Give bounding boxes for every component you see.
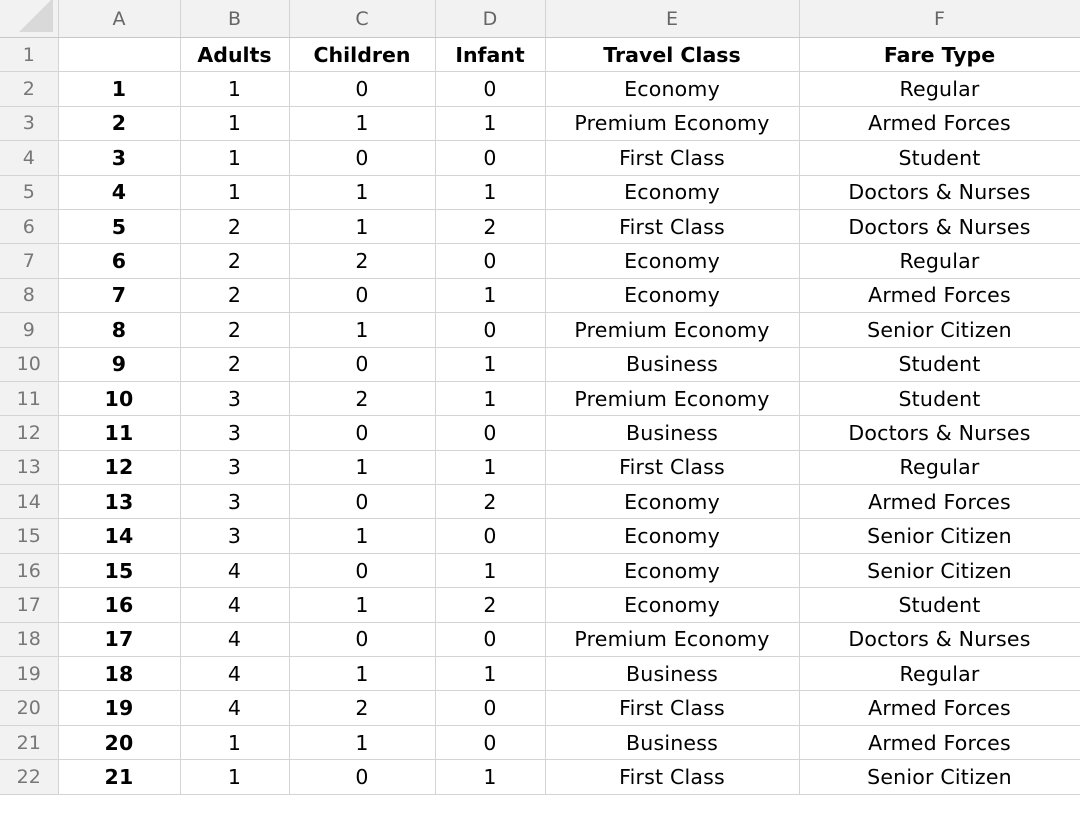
cell-f[interactable]: Senior Citizen [799,313,1080,347]
cell-f[interactable]: Regular [799,657,1080,691]
cell-e[interactable]: First Class [545,209,799,243]
cell-c[interactable]: 1 [289,106,435,140]
cell-d[interactable]: 1 [435,450,545,484]
cell-f[interactable]: Armed Forces [799,278,1080,312]
cell-c[interactable]: 1 [289,209,435,243]
cell-e[interactable]: Premium Economy [545,106,799,140]
cell-c1-children-header[interactable]: Children [289,38,435,72]
table-row [0,175,1080,209]
row-number[interactable]: 17 [0,588,58,622]
row-number[interactable]: 22 [0,760,58,794]
cell-d[interactable]: 1 [435,347,545,381]
cell-e[interactable]: Economy [545,519,799,553]
cell-e[interactable]: Premium Economy [545,622,799,656]
row-number[interactable]: 19 [0,657,58,691]
cell-b[interactable]: 1 [180,72,289,106]
cell-d[interactable]: 0 [435,313,545,347]
row-number[interactable]: 14 [0,485,58,519]
cell-b[interactable]: 4 [180,588,289,622]
table-row [0,450,1080,484]
cell-e[interactable]: Business [545,347,799,381]
cell-b[interactable]: 1 [180,175,289,209]
cell-d[interactable]: 0 [435,691,545,725]
cell-e[interactable]: Premium Economy [545,381,799,415]
cell-c[interactable]: 1 [289,175,435,209]
cell-b[interactable]: 2 [180,278,289,312]
cell-f[interactable]: Student [799,141,1080,175]
column-header-a[interactable]: A [58,0,180,38]
cell-b[interactable]: 4 [180,657,289,691]
column-header-c[interactable]: C [289,0,435,38]
table-row [0,313,1080,347]
cell-b[interactable]: 1 [180,725,289,759]
cell-d[interactable]: 1 [435,381,545,415]
row-number[interactable]: 16 [0,553,58,587]
table-row [0,553,1080,587]
table-row [0,72,1080,106]
row-number[interactable]: 4 [0,141,58,175]
cell-d[interactable]: 1 [435,106,545,140]
cell-e1-travel-class-header[interactable]: Travel Class [545,38,799,72]
column-header-b[interactable]: B [180,0,289,38]
cell-b[interactable]: 2 [180,244,289,278]
row-number[interactable]: 20 [0,691,58,725]
cell-d[interactable]: 2 [435,485,545,519]
cell-f[interactable]: Regular [799,450,1080,484]
column-header-row [0,0,1080,38]
cell-f[interactable]: Student [799,381,1080,415]
row-number[interactable]: 10 [0,347,58,381]
cell-d[interactable]: 2 [435,588,545,622]
cell-a[interactable]: 13 [58,485,180,519]
cell-e[interactable]: Economy [545,175,799,209]
row-number[interactable]: 18 [0,622,58,656]
table-row [0,141,1080,175]
table-row [0,106,1080,140]
row-number[interactable]: 21 [0,725,58,759]
cell-e[interactable]: Economy [545,588,799,622]
cell-e[interactable]: First Class [545,691,799,725]
cell-c[interactable]: 0 [289,622,435,656]
table-row [0,622,1080,656]
row-number[interactable]: 7 [0,244,58,278]
cell-e[interactable]: Economy [545,244,799,278]
cell-f[interactable]: Doctors & Nurses [799,622,1080,656]
cell-f[interactable]: Doctors & Nurses [799,209,1080,243]
cell-f[interactable]: Regular [799,72,1080,106]
cell-a[interactable]: 5 [58,209,180,243]
cell-f[interactable]: Doctors & Nurses [799,175,1080,209]
cell-b[interactable]: 2 [180,209,289,243]
cell-e[interactable]: Premium Economy [545,313,799,347]
cell-a[interactable]: 12 [58,450,180,484]
cell-f[interactable]: Armed Forces [799,725,1080,759]
cell-f[interactable]: Doctors & Nurses [799,416,1080,450]
cell-c[interactable]: 0 [289,416,435,450]
cell-c[interactable]: 1 [289,588,435,622]
cell-a[interactable]: 16 [58,588,180,622]
cell-a[interactable]: 14 [58,519,180,553]
cell-a[interactable]: 11 [58,416,180,450]
cell-a[interactable]: 15 [58,553,180,587]
cell-f[interactable]: Senior Citizen [799,519,1080,553]
row-number[interactable]: 5 [0,175,58,209]
cell-d[interactable]: 0 [435,141,545,175]
cell-f[interactable]: Armed Forces [799,691,1080,725]
row-number[interactable]: 3 [0,106,58,140]
cell-c[interactable]: 2 [289,244,435,278]
table-row [0,416,1080,450]
table-row [0,347,1080,381]
cell-c[interactable]: 2 [289,381,435,415]
cell-b[interactable]: 1 [180,106,289,140]
cell-c[interactable]: 0 [289,141,435,175]
cell-a[interactable]: 19 [58,691,180,725]
cell-e[interactable]: Economy [545,72,799,106]
select-all-corner[interactable] [0,0,58,38]
cell-b[interactable]: 1 [180,141,289,175]
cell-a[interactable]: 2 [58,106,180,140]
cell-d[interactable]: 1 [435,553,545,587]
cell-f[interactable]: Armed Forces [799,106,1080,140]
cell-c[interactable]: 1 [289,450,435,484]
select-all-triangle-icon [19,0,53,32]
cell-c[interactable]: 0 [289,278,435,312]
cell-c[interactable]: 1 [289,725,435,759]
cell-d[interactable]: 0 [435,72,545,106]
cell-d[interactable]: 0 [435,519,545,553]
cell-d[interactable]: 0 [435,622,545,656]
cell-a[interactable]: 6 [58,244,180,278]
row-number[interactable]: 9 [0,313,58,347]
table-row [0,657,1080,691]
cell-a[interactable]: 21 [58,760,180,794]
cell-b[interactable]: 2 [180,347,289,381]
cell-a[interactable]: 8 [58,313,180,347]
cell-c[interactable]: 0 [289,485,435,519]
cell-a[interactable]: 3 [58,141,180,175]
cell-d[interactable]: 1 [435,657,545,691]
cell-b1-adults-header[interactable]: Adults [180,38,289,72]
cell-c[interactable]: 1 [289,657,435,691]
table-row [0,381,1080,415]
row-number[interactable]: 12 [0,416,58,450]
row-number[interactable]: 6 [0,209,58,243]
cell-a[interactable]: 20 [58,725,180,759]
cell-b[interactable]: 1 [180,760,289,794]
table-row [0,691,1080,725]
cell-c[interactable]: 2 [289,691,435,725]
table-row [0,209,1080,243]
cell-f[interactable]: Regular [799,244,1080,278]
cell-f1-fare-type-header[interactable]: Fare Type [799,38,1080,72]
column-header-f[interactable]: F [799,0,1080,38]
cell-b[interactable]: 3 [180,519,289,553]
cell-d[interactable]: 1 [435,278,545,312]
cell-c[interactable]: 1 [289,313,435,347]
cell-e[interactable]: Economy [545,553,799,587]
cell-f[interactable]: Armed Forces [799,485,1080,519]
row-number[interactable]: 13 [0,450,58,484]
cell-c[interactable]: 0 [289,760,435,794]
cell-f[interactable]: Senior Citizen [799,553,1080,587]
cell-c[interactable]: 0 [289,347,435,381]
cell-d1-infant-header[interactable]: Infant [435,38,545,72]
cell-b[interactable]: 3 [180,485,289,519]
cell-f[interactable]: Senior Citizen [799,760,1080,794]
cell-d[interactable]: 1 [435,760,545,794]
cell-b[interactable]: 4 [180,691,289,725]
row-number[interactable]: 11 [0,381,58,415]
column-header-d[interactable]: D [435,0,545,38]
table-row [0,519,1080,553]
cell-a[interactable]: 4 [58,175,180,209]
table-row [0,725,1080,759]
cell-a[interactable]: 18 [58,657,180,691]
cell-e[interactable]: Business [545,657,799,691]
cell-a[interactable]: 1 [58,72,180,106]
cell-a[interactable]: 10 [58,381,180,415]
cell-d[interactable]: 0 [435,416,545,450]
row-number[interactable]: 1 [0,38,58,72]
table-row [0,760,1080,794]
cell-e[interactable]: First Class [545,141,799,175]
table-row [0,244,1080,278]
cell-f[interactable]: Student [799,588,1080,622]
cell-f[interactable]: Student [799,347,1080,381]
cell-b[interactable]: 3 [180,381,289,415]
cell-a1[interactable] [58,38,180,72]
row-number[interactable]: 8 [0,278,58,312]
cell-e[interactable]: Business [545,725,799,759]
cell-a[interactable]: 9 [58,347,180,381]
table-row [0,485,1080,519]
cell-e[interactable]: Economy [545,485,799,519]
cell-d[interactable]: 2 [435,209,545,243]
cell-a[interactable]: 7 [58,278,180,312]
cell-b[interactable]: 3 [180,416,289,450]
cell-c[interactable]: 0 [289,72,435,106]
cell-b[interactable]: 4 [180,553,289,587]
cell-e[interactable]: Economy [545,278,799,312]
cell-b[interactable]: 2 [180,313,289,347]
cell-c[interactable]: 1 [289,519,435,553]
cell-b[interactable]: 3 [180,450,289,484]
table-row-header [0,38,1080,72]
table-row [0,588,1080,622]
column-header-e[interactable]: E [545,0,799,38]
cell-d[interactable]: 0 [435,725,545,759]
table-row [0,278,1080,312]
row-number[interactable]: 15 [0,519,58,553]
cell-e[interactable]: First Class [545,760,799,794]
cell-c[interactable]: 0 [289,553,435,587]
cell-d[interactable]: 0 [435,244,545,278]
cell-a[interactable]: 17 [58,622,180,656]
cell-d[interactable]: 1 [435,175,545,209]
cell-e[interactable]: First Class [545,450,799,484]
cell-e[interactable]: Business [545,416,799,450]
cell-b[interactable]: 4 [180,622,289,656]
row-number[interactable]: 2 [0,72,58,106]
